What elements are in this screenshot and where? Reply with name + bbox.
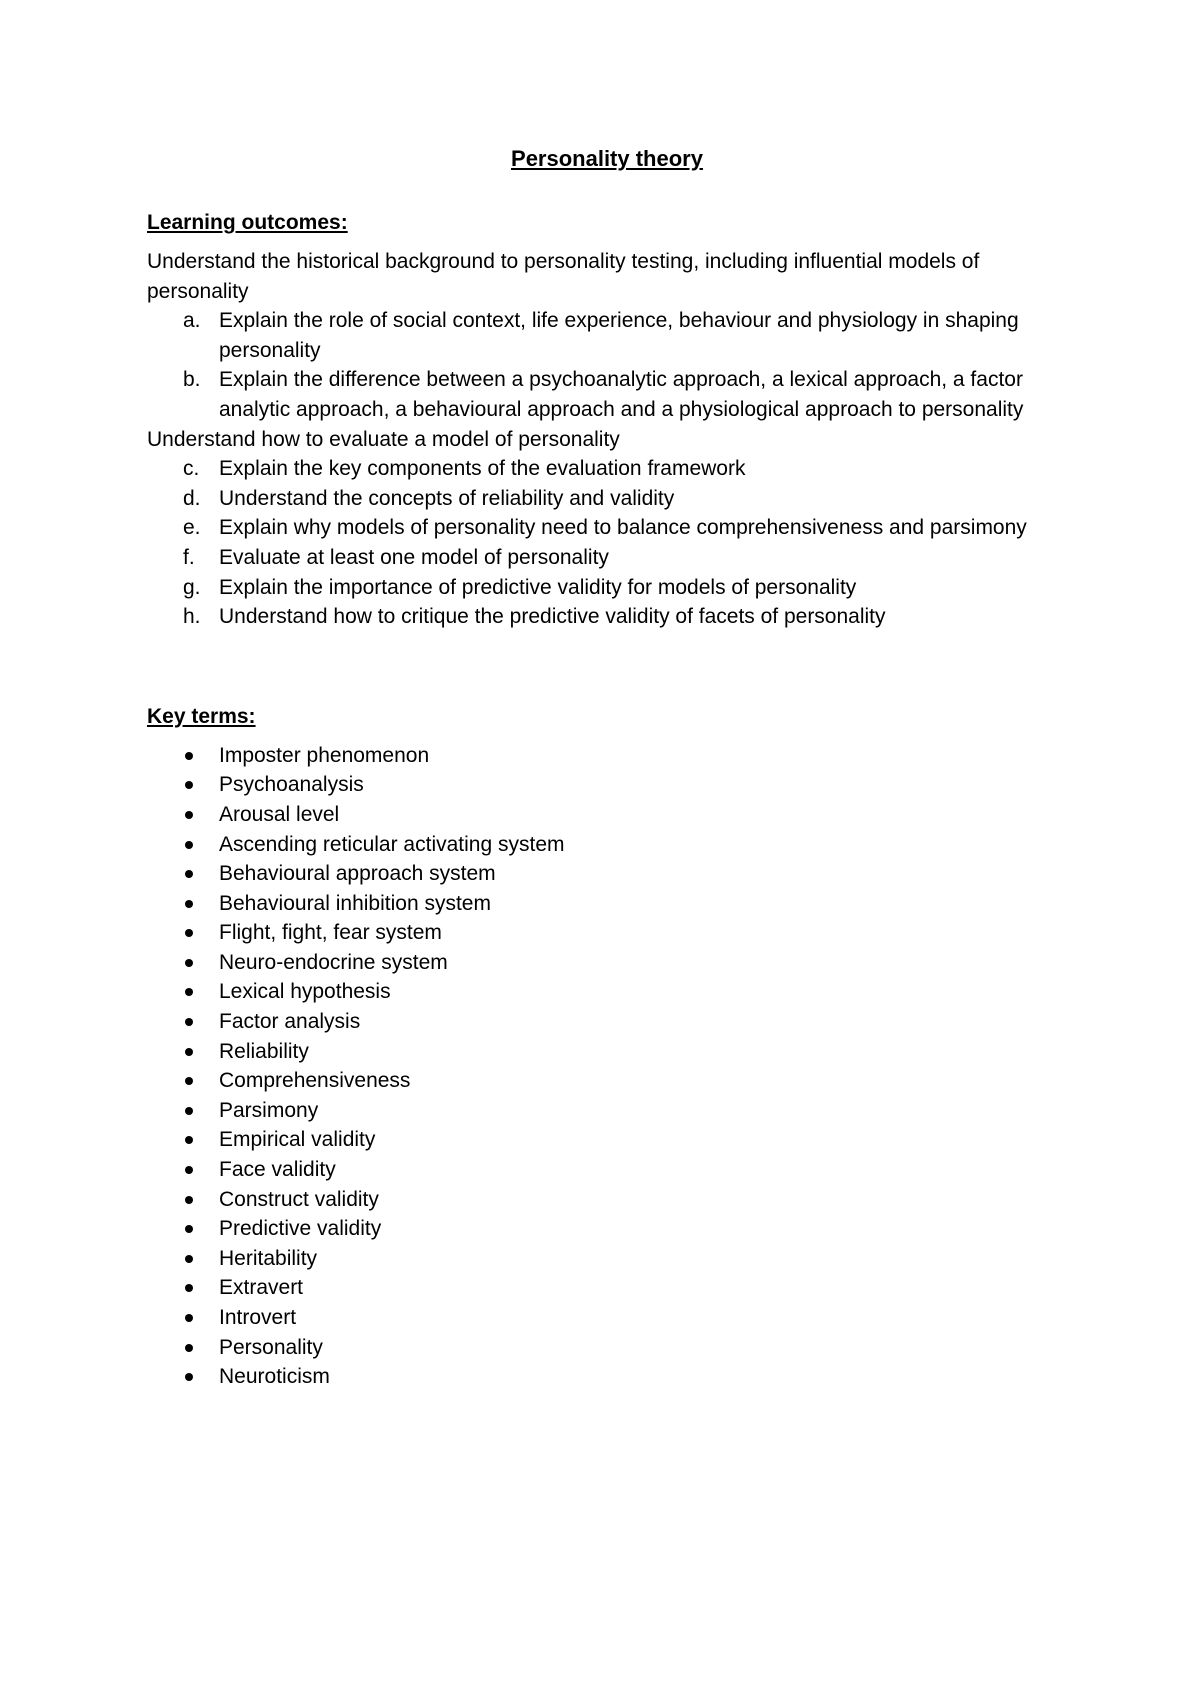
outcome-marker: e. bbox=[183, 516, 201, 540]
key-term-item bbox=[147, 977, 1067, 1007]
key-term-text: Heritability bbox=[219, 1246, 318, 1270]
key-term-item bbox=[147, 1007, 1067, 1037]
key-term-text: Behavioural inhibition system bbox=[219, 891, 491, 915]
bullet-icon bbox=[185, 1107, 193, 1115]
outcome-group-evaluation bbox=[147, 425, 1067, 632]
outcome-item-e bbox=[147, 513, 1067, 543]
key-term-item bbox=[147, 1185, 1067, 1215]
outcome-item-f bbox=[147, 543, 1067, 573]
outcome-item-c bbox=[147, 454, 1067, 484]
key-term-item bbox=[147, 1214, 1067, 1244]
bullet-icon bbox=[185, 1048, 193, 1056]
bullet-icon bbox=[185, 811, 193, 819]
key-term-item bbox=[147, 800, 1067, 830]
outcome-text: Explain the key components of the evaluation framework bbox=[219, 457, 746, 481]
key-term-item bbox=[147, 859, 1067, 889]
outcome-item-d bbox=[147, 484, 1067, 514]
outcome-item-g bbox=[147, 573, 1067, 603]
outcome-list bbox=[147, 306, 1067, 424]
bullet-icon bbox=[185, 1196, 193, 1204]
key-term-text: Behavioural approach system bbox=[219, 862, 496, 886]
outcome-item-a bbox=[147, 306, 1067, 365]
bullet-icon bbox=[185, 781, 193, 789]
key-term-item bbox=[147, 889, 1067, 919]
key-term-item bbox=[147, 1096, 1067, 1126]
outcome-marker: c. bbox=[183, 457, 200, 481]
key-term-text: Neuro-endocrine system bbox=[219, 950, 448, 974]
key-term-text: Flight, fight, fear system bbox=[219, 921, 442, 945]
outcome-marker: f. bbox=[183, 545, 195, 569]
key-term-text: Empirical validity bbox=[219, 1128, 376, 1152]
key-term-text: Extravert bbox=[219, 1276, 304, 1300]
bullet-icon bbox=[185, 1344, 193, 1352]
key-term-text: Comprehensiveness bbox=[219, 1069, 411, 1093]
key-term-text: Neuroticism bbox=[219, 1365, 330, 1389]
bullet-icon bbox=[185, 841, 193, 849]
key-term-text: Introvert bbox=[219, 1306, 297, 1329]
bullet-icon bbox=[185, 1314, 193, 1322]
outcome-list bbox=[147, 454, 1067, 632]
key-term-text: Parsimony bbox=[219, 1098, 319, 1122]
bullet-icon bbox=[185, 1136, 193, 1144]
key-term-text: Imposter phenomenon bbox=[219, 743, 430, 767]
learning-outcomes-section bbox=[147, 247, 1067, 632]
outcome-group-history bbox=[147, 247, 1067, 425]
outcome-marker: h. bbox=[183, 605, 201, 629]
key-term-text: Arousal level bbox=[219, 802, 340, 826]
key-term-item bbox=[147, 1303, 1067, 1333]
outcome-marker: d. bbox=[183, 486, 201, 510]
bullet-icon bbox=[185, 988, 193, 996]
key-term-item bbox=[147, 770, 1067, 800]
key-term-text: Ascending reticular activating system bbox=[219, 832, 565, 856]
bullet-icon bbox=[185, 1018, 193, 1026]
bullet-icon bbox=[185, 1255, 193, 1263]
key-term-text: Lexical hypothesis bbox=[219, 980, 391, 1004]
bullet-icon bbox=[185, 1077, 193, 1085]
key-term-text: Face validity bbox=[219, 1158, 336, 1182]
bullet-icon bbox=[185, 1225, 193, 1233]
outcome-marker: b. bbox=[183, 368, 201, 392]
bullet-icon bbox=[185, 1284, 193, 1292]
outcome-text: Explain the difference between a psychoanalytic approach, a lexical approach, a factor analytic approach, a behavioural approach and a physiological approach to personality bbox=[219, 368, 1024, 421]
key-terms-list bbox=[147, 741, 1067, 1392]
bullet-icon bbox=[185, 1166, 193, 1174]
key-term-item bbox=[147, 741, 1067, 771]
outcome-text: Understand the concepts of reliability and validity bbox=[219, 486, 675, 510]
key-term-text: Personality bbox=[219, 1335, 323, 1359]
key-term-item bbox=[147, 1037, 1067, 1067]
key-term-text: Psychoanalysis bbox=[219, 773, 364, 797]
bullet-icon bbox=[185, 870, 193, 878]
key-term-item bbox=[147, 1244, 1067, 1274]
outcome-item-b bbox=[147, 365, 1067, 424]
learning-outcomes-heading: Learning outcomes: bbox=[147, 211, 348, 234]
bullet-icon bbox=[185, 959, 193, 967]
bullet-icon bbox=[185, 752, 193, 760]
key-term-text: Reliability bbox=[219, 1039, 309, 1063]
key-terms-heading: Key terms: bbox=[147, 704, 256, 728]
outcome-text: Understand how to critique the predictive validity of facets of personality bbox=[219, 605, 886, 629]
key-term-item bbox=[147, 918, 1067, 948]
outcome-text: Explain the role of social context, life experience, behaviour and physiology in shaping personality bbox=[219, 309, 1019, 362]
outcome-text: Evaluate at least one model of personality bbox=[219, 545, 609, 569]
outcome-text: Explain why models of personality need to balance comprehensiveness and parsimony bbox=[219, 516, 1027, 540]
key-term-item bbox=[147, 1362, 1067, 1392]
key-term-text: Predictive validity bbox=[219, 1217, 382, 1241]
outcome-group-intro: Understand the historical background to personality testing, including influential models of personality bbox=[147, 250, 980, 303]
bullet-icon bbox=[185, 929, 193, 937]
section-spacer bbox=[147, 632, 1067, 702]
key-term-text: Factor analysis bbox=[219, 1010, 361, 1034]
outcome-marker: g. bbox=[183, 575, 201, 599]
key-term-item bbox=[147, 1273, 1067, 1303]
key-term-item bbox=[147, 1125, 1067, 1155]
outcome-group-intro: Understand how to evaluate a model of personality bbox=[147, 427, 620, 451]
page-title: Personality theory bbox=[511, 146, 703, 171]
key-term-item bbox=[147, 1333, 1067, 1363]
bullet-icon bbox=[185, 1373, 193, 1381]
key-term-item bbox=[147, 1066, 1067, 1096]
document-page bbox=[147, 142, 1067, 1392]
bullet-icon bbox=[185, 900, 193, 908]
key-term-item bbox=[147, 1155, 1067, 1185]
key-term-item bbox=[147, 948, 1067, 978]
outcome-item-h bbox=[147, 602, 1067, 632]
key-term-item bbox=[147, 830, 1067, 860]
outcome-marker: a. bbox=[183, 309, 201, 333]
key-term-text: Construct validity bbox=[219, 1187, 379, 1211]
outcome-text: Explain the importance of predictive validity for models of personality bbox=[219, 575, 857, 599]
